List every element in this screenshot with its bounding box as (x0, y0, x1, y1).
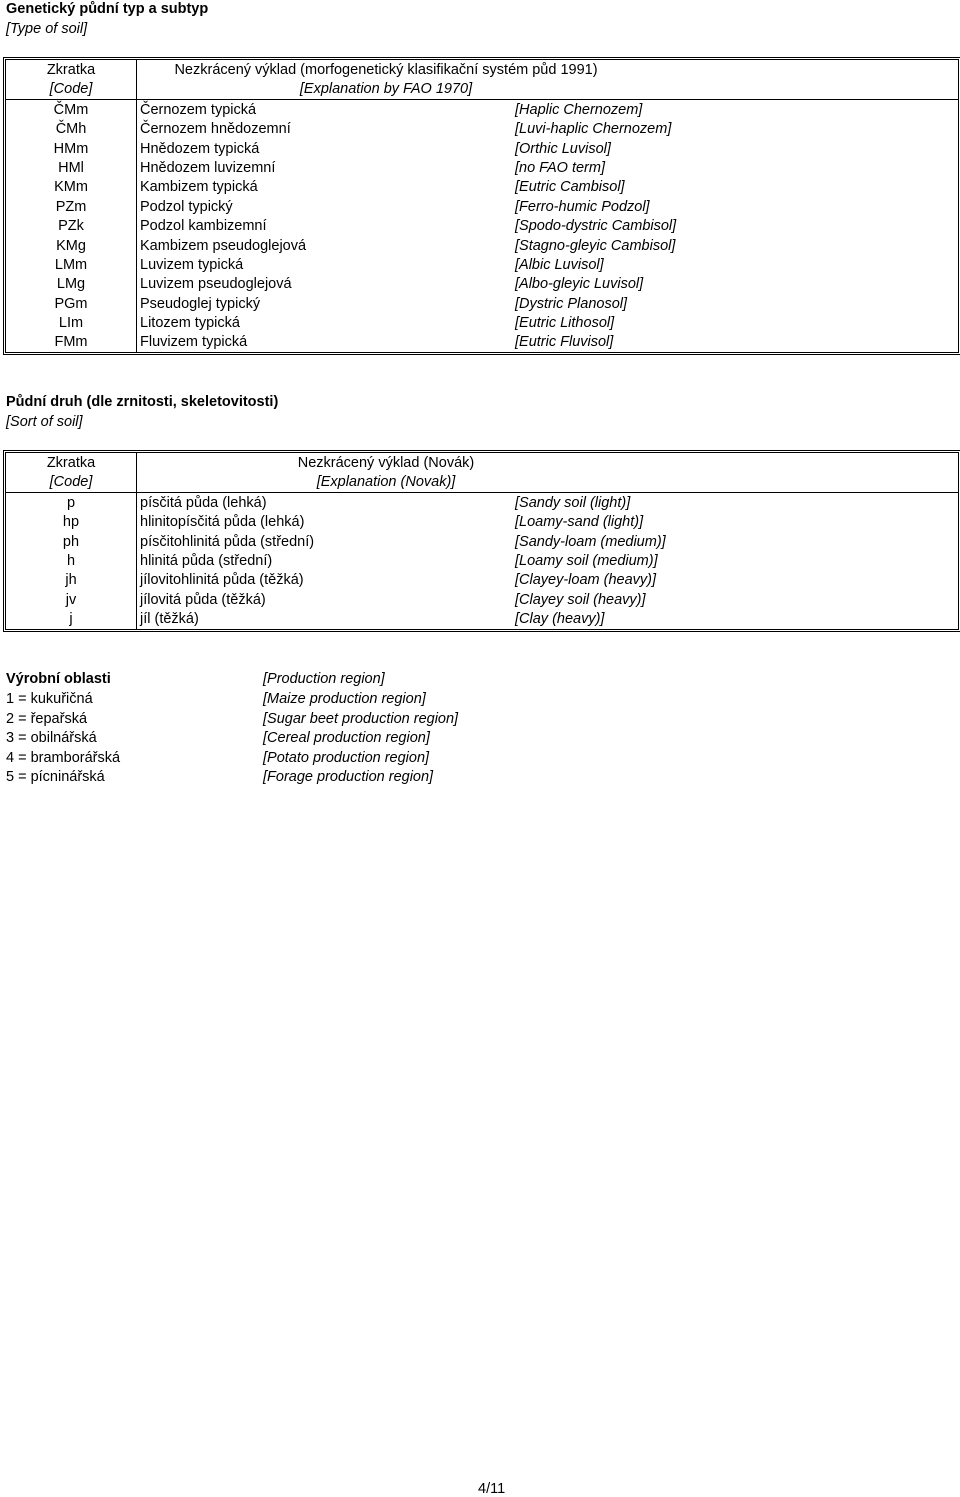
row-code: p (66, 494, 76, 511)
legend-region-cz: 4 = bramborářská (6, 749, 121, 766)
table-header-row (6, 60, 958, 79)
row-explanation-cz: hlinitá půda (střední) (140, 552, 273, 569)
table-row (6, 274, 958, 293)
row-explanation-cz: jíl (těžká) (140, 611, 199, 628)
row-explanation-en: [Spodo-dystric Cambisol] (515, 218, 677, 235)
row-code: PZk (58, 218, 84, 235)
row-explanation-en: [Ferro-humic Podzol] (515, 198, 650, 215)
row-code: FMm (54, 334, 88, 351)
row-code: ph (62, 533, 80, 550)
page-number: 4/11 (478, 1481, 506, 1497)
header-code-en: [Code] (49, 474, 93, 491)
section3-title-en: [Production region] (263, 671, 385, 687)
row-explanation-cz: jílovitohlinitá půda (těžká) (140, 572, 304, 589)
row-explanation-en: [Albic Luvisol] (515, 256, 604, 273)
table-header-row (6, 453, 958, 472)
row-explanation-cz: Černozem typická (140, 101, 257, 118)
table-row (6, 197, 958, 216)
row-explanation-en: [Clayey-loam (heavy)] (515, 572, 657, 589)
table-row (6, 532, 958, 551)
section3-title: Výrobní oblasti (6, 671, 111, 687)
row-explanation-en: [Eutric Fluvisol] (515, 334, 614, 351)
row-code: PZm (55, 198, 87, 215)
header-code: Zkratka (46, 62, 96, 78)
section2-subtitle: [Sort of soil] (6, 414, 83, 430)
table-row (6, 119, 958, 138)
row-explanation-en: [Sandy-loam (medium)] (515, 533, 666, 550)
row-explanation-en: [Eutric Cambisol] (515, 179, 625, 196)
row-explanation-en: [Eutric Lithosol] (515, 315, 615, 332)
row-explanation-cz: písčitá půda (lehká) (140, 494, 267, 511)
soil-type-table (3, 57, 960, 355)
soil-sort-table (3, 450, 960, 632)
row-code: ČMh (55, 121, 87, 138)
table-header-row-en (6, 472, 958, 492)
row-code: hp (62, 514, 80, 531)
header-explanation-en: [Explanation (Novak)] (316, 474, 456, 491)
section1-subtitle: [Type of soil] (6, 21, 88, 37)
legend-region-en: [Sugar beet production region] (263, 710, 459, 727)
row-code: jh (65, 572, 77, 589)
row-explanation-en: [Stagno-gleyic Cambisol] (515, 237, 676, 254)
table-row (6, 590, 958, 609)
row-explanation-en: [Luvi-haplic Chernozem] (515, 121, 672, 138)
section1-title: Genetický půdní typ a subtyp (6, 1, 209, 17)
row-explanation-cz: Kambizem pseudoglejová (140, 237, 307, 254)
row-explanation-en: [Sandy soil (light)] (515, 494, 631, 511)
row-explanation-en: [Orthic Luvisol] (515, 140, 611, 157)
row-code: jv (65, 591, 77, 608)
table-row (6, 294, 958, 313)
header-explanation-en: [Explanation by FAO 1970] (299, 81, 473, 98)
table-row (6, 332, 958, 351)
legend-region-en: [Potato production region] (263, 749, 430, 766)
row-code: j (69, 611, 73, 628)
table-header-row-en (6, 79, 958, 99)
row-explanation-en: [Loamy-sand (light)] (515, 514, 644, 531)
row-explanation-cz: Podzol kambizemní (140, 218, 267, 235)
header-code-en: [Code] (49, 81, 93, 98)
row-explanation-cz: hlinitopísčitá půda (lehká) (140, 514, 305, 531)
row-code: LMg (56, 276, 86, 293)
row-explanation-cz: Litozem typická (140, 315, 240, 332)
section2-title: Půdní druh (dle zrnitosti, skeletovitosti) (6, 394, 279, 410)
legend-region-cz: 5 = pícninářská (6, 769, 105, 785)
legend-region-cz: 3 = obilnářská (6, 730, 97, 746)
row-explanation-cz: Luvizem pseudoglejová (140, 276, 292, 293)
table-row (6, 493, 958, 512)
row-explanation-cz: Podzol typický (140, 198, 233, 215)
row-explanation-cz: písčitohlinitá půda (střední) (140, 533, 315, 550)
row-explanation-en: [Clayey soil (heavy)] (515, 591, 646, 608)
row-explanation-cz: jílovitá půda (těžká) (140, 591, 266, 608)
legend-region-en: [Cereal production region] (263, 730, 430, 746)
row-code: PGm (54, 295, 88, 312)
row-code: HMm (53, 140, 89, 157)
row-code: LMm (54, 256, 88, 273)
legend-region-cz: 1 = kukuřičná (6, 691, 93, 707)
row-code: KMm (54, 179, 88, 196)
row-explanation-cz: Luvizem typická (140, 256, 244, 273)
row-explanation-cz: Pseudoglej typický (140, 295, 261, 312)
header-explanation: Nezkrácený výklad (Novák) (297, 455, 475, 471)
table-row (6, 177, 958, 196)
legend-region-cz: 2 = řepařská (6, 710, 88, 727)
table-row (6, 551, 958, 570)
row-code: ČMm (53, 101, 89, 118)
row-explanation-en: [Loamy soil (medium)] (515, 552, 658, 569)
row-explanation-en: [Dystric Planosol] (515, 295, 628, 312)
row-code: HMl (58, 159, 84, 176)
table-row (6, 570, 958, 589)
table-row (6, 313, 958, 332)
row-explanation-en: [Haplic Chernozem] (515, 101, 643, 118)
table-row (6, 216, 958, 235)
table-row (6, 255, 958, 274)
table-row (6, 236, 958, 255)
row-explanation-en: [Clay (heavy)] (515, 611, 605, 628)
table-row (6, 139, 958, 158)
row-explanation-cz: Hnědozem luvizemní (140, 159, 276, 176)
header-explanation: Nezkrácený výklad (morfogenetický klasifikační systém půd 1991) (174, 62, 598, 78)
row-explanation-en: [Albo-gleyic Luvisol] (515, 276, 644, 293)
row-explanation-cz: Kambizem typická (140, 179, 258, 196)
row-explanation-cz: Fluvizem typická (140, 334, 248, 351)
legend-region-en: [Forage production region] (263, 769, 434, 785)
table-row (6, 158, 958, 177)
legend-region-en: [Maize production region] (263, 691, 426, 707)
row-code: KMg (56, 237, 86, 254)
table-row (6, 100, 958, 119)
row-code: h (66, 552, 76, 569)
row-code: LIm (58, 315, 84, 332)
header-code: Zkratka (46, 455, 96, 471)
row-explanation-cz: Černozem hnědozemní (140, 121, 291, 138)
row-explanation-en: [no FAO term] (515, 159, 605, 176)
row-explanation-cz: Hnědozem typická (140, 140, 260, 157)
table-row (6, 609, 958, 628)
table-row (6, 512, 958, 531)
